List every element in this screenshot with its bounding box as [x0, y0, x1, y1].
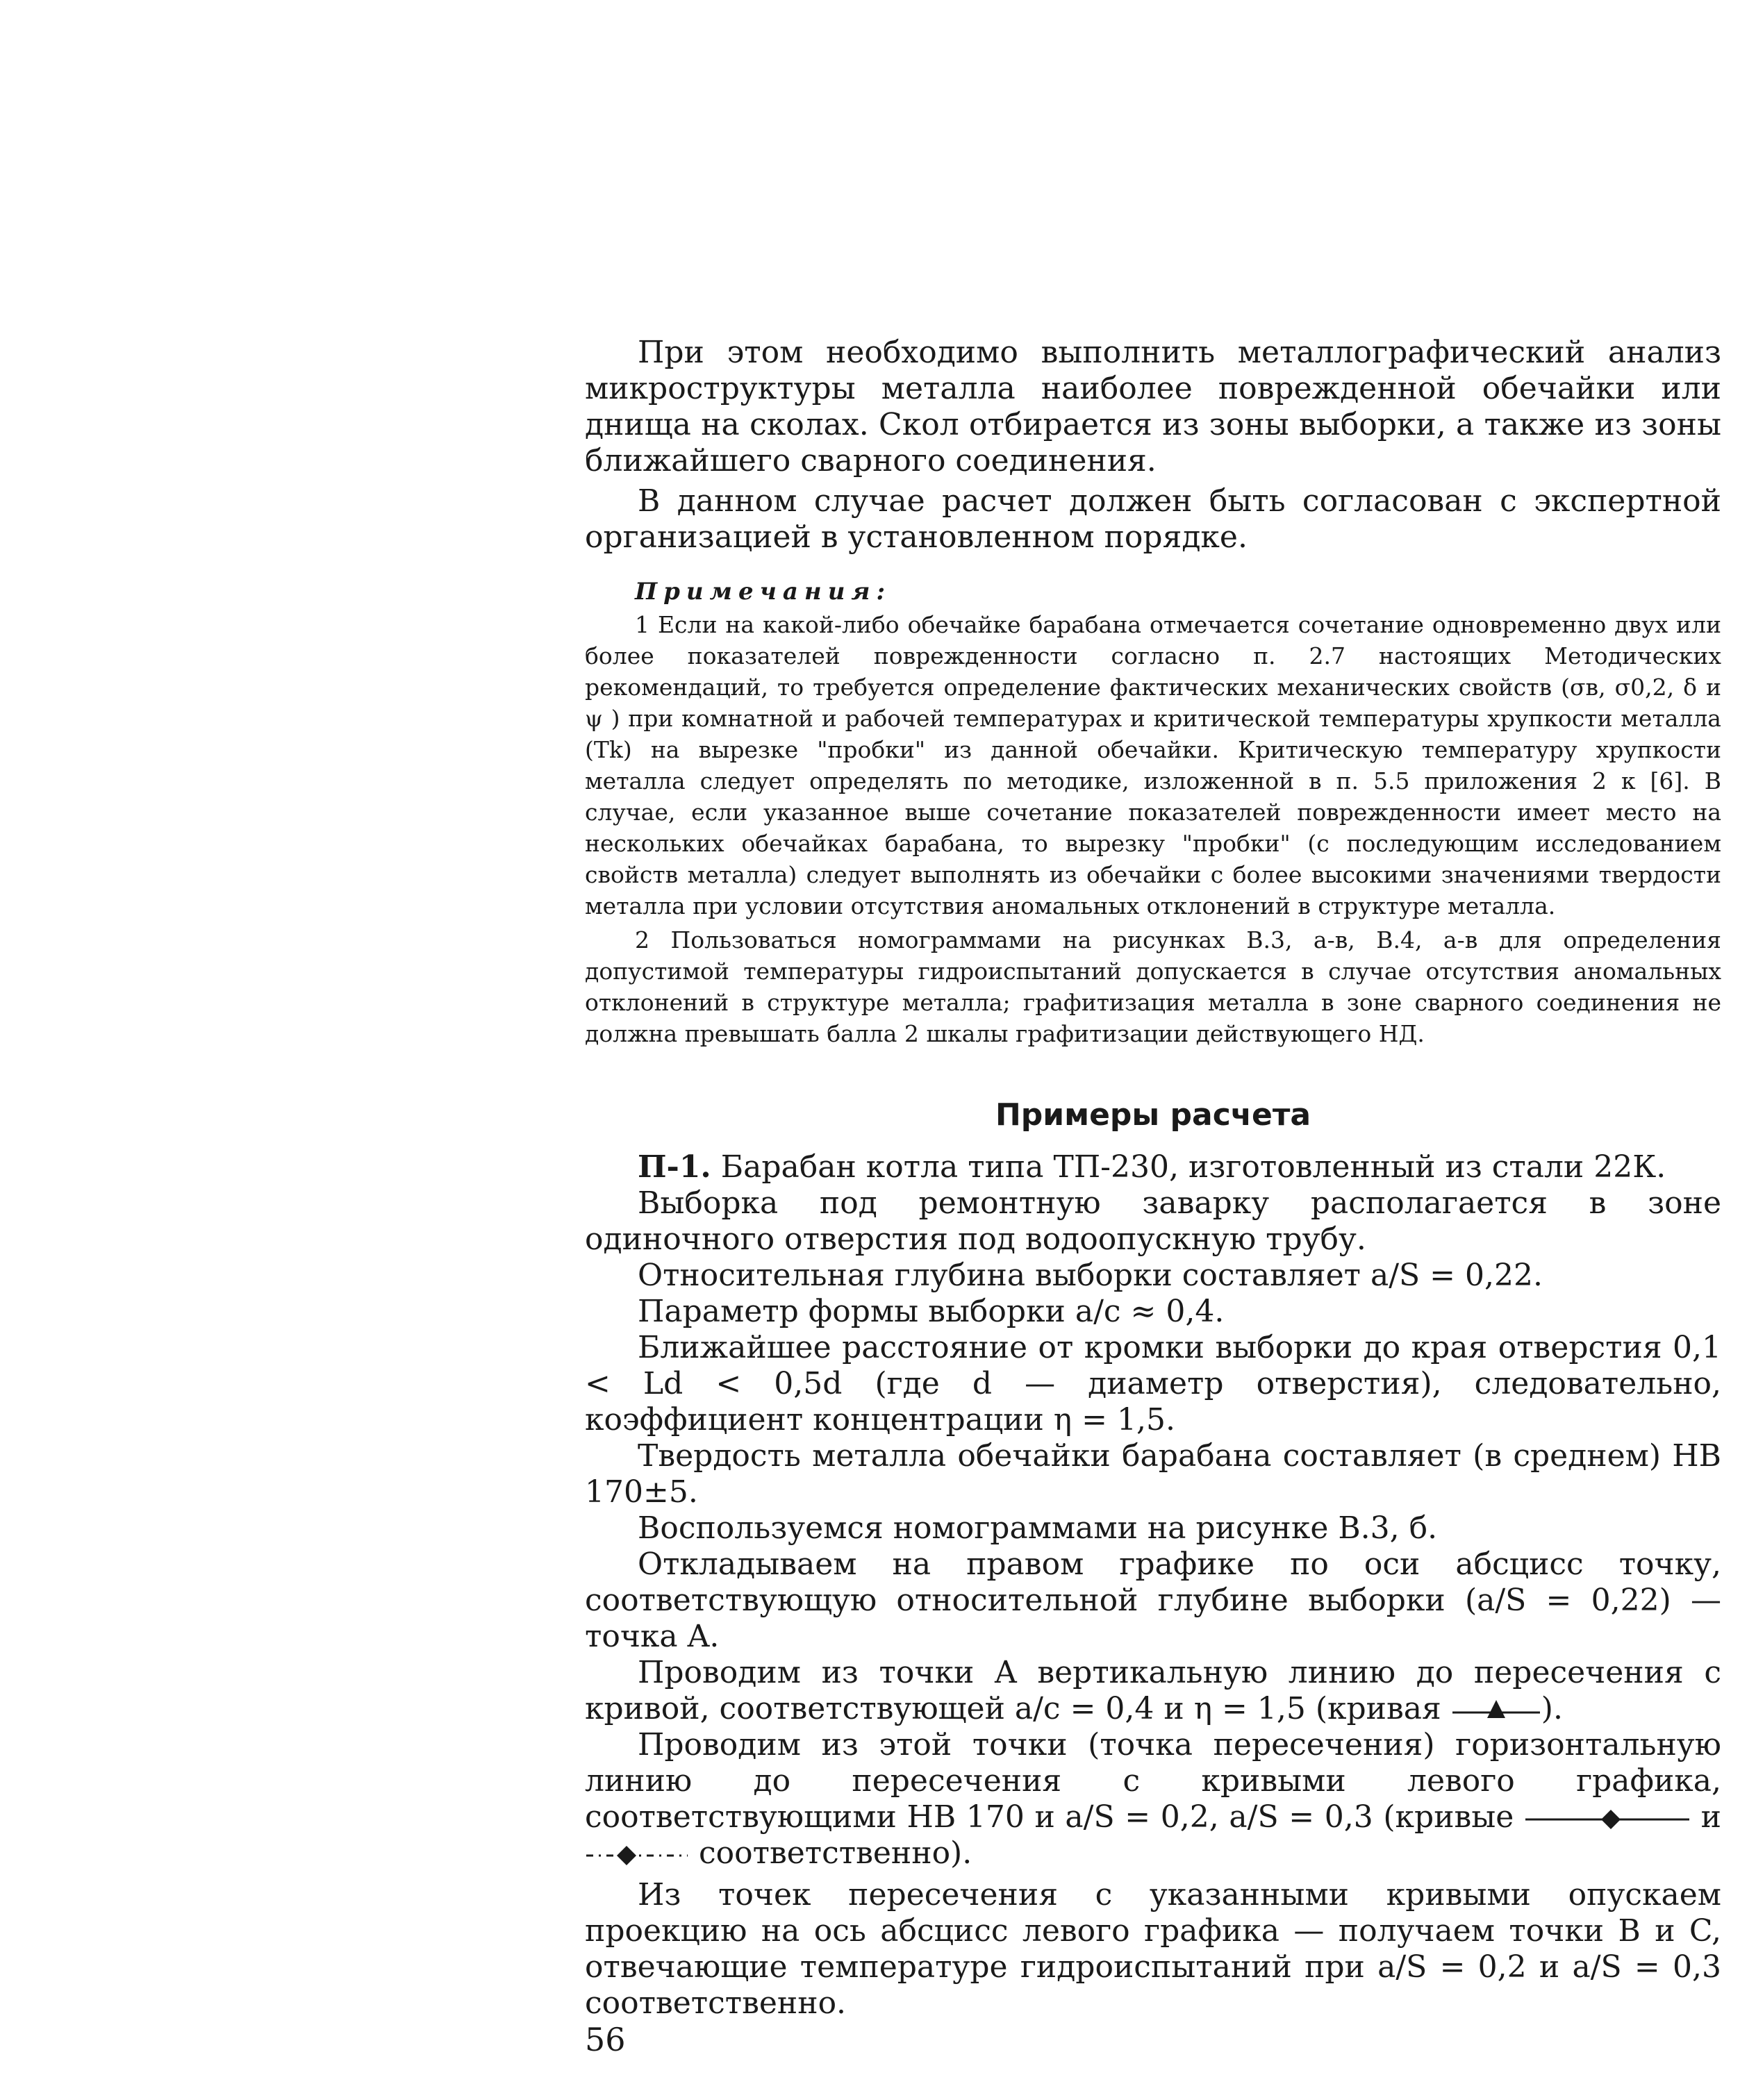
- example-paragraph: Откладываем на правом графике по оси абсцисс точку, соответствующую относительной глубине выборки (a/S = 0,22) — точка A.: [585, 1547, 1721, 1654]
- paragraph-text: Проводим из этой точки (точка пересечения) горизонтальную линию до пересечения с кривыми левого графика, соответствующими НВ 170 и a/S = 0,2, a/S = 0,3 (кривые: [585, 1727, 1721, 1835]
- notes-block: [585, 576, 1721, 1049]
- diamond-solid-curve-icon: [1524, 1806, 1691, 1833]
- note-2: 2 Пользоваться номограммами на рисунках В.3, а-в, В.4, а-в для определения допустимой температуры гидроиспытаний допускается в случае отсутствия аномальных отклонений в структуре металла; графитизация металла в зоне сварного соединения не должна превышать балла 2 шкалы графитизации действующего НД.: [585, 926, 1721, 1047]
- paragraph-text: и: [1700, 1799, 1721, 1835]
- example-paragraph: Относительная глубина выборки составляет a/S = 0,22.: [638, 1258, 1543, 1293]
- intro-paragraph: При этом необходимо выполнить металлографический анализ микроструктуры металла наиболее поврежденной обечайки или днища на сколах. Скол отбирается из зоны выборки, а также из зоны ближайшего сварного соединения.: [585, 335, 1721, 478]
- intro-paragraph: В данном случае расчет должен быть согласован с экспертной организацией в установленном порядке.: [585, 483, 1721, 555]
- example-paragraph: Твердость металла обечайки барабана составляет (в среднем) НВ 170±5.: [585, 1438, 1721, 1510]
- note-1: 1 Если на какой-либо обечайке барабана отмечается сочетание одновременно двух или более показателей поврежденности согласно п. 2.7 настоящих Методических рекомендаций, то требуется определение фактических механических свойств (σв, σ0,2, δ и ψ ) при комнатной и рабочей температурах и критической температуры хрупкости металла (Tk) на вырезке "пробки" из данной обечайки. Критическую температуру хрупкости металла следует определять по методике, изложенной в п. 5.5 приложения 2 к [6]. В случае, если указанное выше сочетание показателей поврежденности имеет место на нескольких обечайках барабана, то вырезку "пробки" (с последующим исследованием свойств металла) следует выполнять из обечайки с более высокими значениями твердости металла при условии отсутствия аномальных отклонений в структуре металла.: [585, 611, 1721, 919]
- example-paragraph: Барабан котла типа ТП-230, изготовленный из стали 22К.: [720, 1149, 1666, 1185]
- page-number: 56: [585, 2021, 626, 2058]
- section-heading: Примеры расчета: [995, 1097, 1311, 1133]
- example-paragraph: Выборка под ремонтную заварку располагается в зоне одиночного отверстия под водоопускную трубу.: [585, 1185, 1721, 1257]
- example-label: П-1.: [638, 1149, 711, 1185]
- example-paragraph: [585, 1727, 1721, 1872]
- example-block: [585, 1149, 1721, 2022]
- paragraph-text: ).: [1541, 1691, 1563, 1726]
- example-paragraph: Воспользуемся номограммами на рисунке В.3, б.: [638, 1510, 1438, 1546]
- example-paragraph: Параметр формы выборки a/c ≈ 0,4.: [638, 1294, 1225, 1329]
- intro-block: [585, 335, 1721, 556]
- paragraph-text: Проводим из точки A вертикальную линию до пересечения с кривой, соответствующей a/c = 0,4 и η = 1,5 (кривая: [585, 1655, 1721, 1726]
- paragraph-text: соответственно).: [699, 1835, 972, 1871]
- example-paragraph: Ближайшее расстояние от кромки выборки до края отверстия 0,1 < Ld < 0,5d (где d — диаметр отверстия), следовательно, коэффициент концентрации η = 1,5.: [585, 1330, 1721, 1438]
- diamond-dashed-curve-icon: [585, 1842, 689, 1869]
- notes-title: Примечания:: [635, 578, 892, 606]
- example-paragraph: Из точек пересечения с указанными кривыми опускаем проекцию на ось абсцисс левого графика — получаем точки B и C, отвечающие температуре гидроиспытаний при a/S = 0,2 и a/S = 0,3 соответственно.: [585, 1877, 1721, 2021]
- triangle-curve-icon: [1451, 1697, 1541, 1725]
- example-paragraph: [585, 1655, 1721, 1727]
